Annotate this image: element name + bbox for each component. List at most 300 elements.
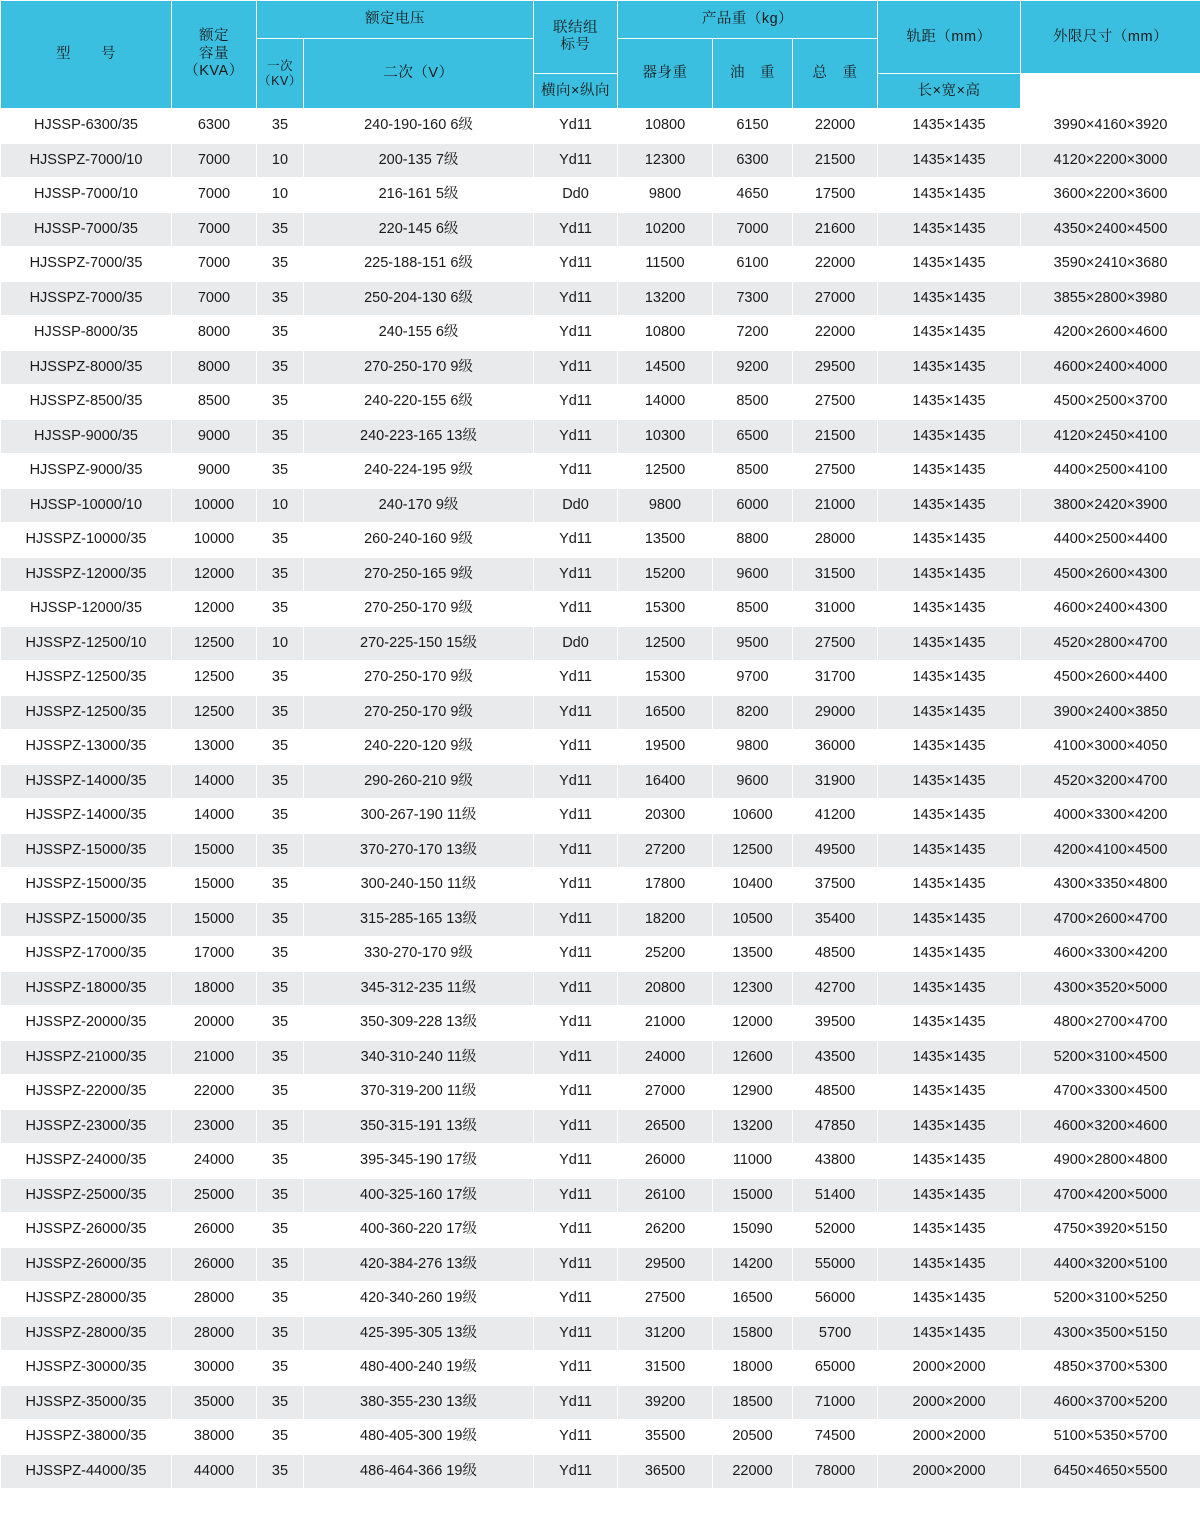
cell-connection-group: Yd11 — [534, 1144, 618, 1179]
cell-body-weight: 10800 — [618, 316, 713, 351]
cell-capacity: 28000 — [172, 1316, 257, 1351]
cell-overall-dimension: 4600×3200×4600 — [1021, 1109, 1200, 1144]
table-row — [1, 1247, 1200, 1282]
cell-body-weight: 39200 — [618, 1385, 713, 1420]
cell-overall-dimension: 3590×2410×3680 — [1021, 247, 1200, 282]
cell-rail-gauge: 1435×1435 — [878, 143, 1021, 178]
cell-total-weight: 31900 — [793, 764, 878, 799]
header-connection-group — [534, 1, 618, 74]
cell-primary-voltage: 35 — [257, 1454, 304, 1489]
cell-capacity: 7000 — [172, 143, 257, 178]
cell-primary-voltage: 35 — [257, 281, 304, 316]
cell-oil-weight: 12900 — [713, 1075, 793, 1110]
cell-capacity: 17000 — [172, 937, 257, 972]
cell-overall-dimension: 4300×3350×4800 — [1021, 868, 1200, 903]
cell-overall-dimension: 4200×4100×4500 — [1021, 833, 1200, 868]
cell-rail-gauge: 1435×1435 — [878, 1040, 1021, 1075]
table-row — [1, 1213, 1200, 1248]
cell-rail-gauge: 1435×1435 — [878, 937, 1021, 972]
cell-secondary-voltage: 420-384-276 13级 — [304, 1247, 534, 1282]
cell-rail-gauge: 1435×1435 — [878, 247, 1021, 282]
cell-connection-group: Yd11 — [534, 1385, 618, 1420]
header-primary-line1: 一次 — [266, 58, 293, 73]
cell-body-weight: 13200 — [618, 281, 713, 316]
cell-connection-group: Yd11 — [534, 109, 618, 144]
cell-primary-voltage: 10 — [257, 488, 304, 523]
cell-total-weight: 78000 — [793, 1454, 878, 1489]
table-row — [1, 695, 1200, 730]
cell-rail-gauge: 1435×1435 — [878, 316, 1021, 351]
cell-body-weight: 35500 — [618, 1420, 713, 1455]
cell-model: HJSSPZ-12500/10 — [1, 626, 172, 661]
cell-rail-gauge: 1435×1435 — [878, 1109, 1021, 1144]
cell-oil-weight: 7300 — [713, 281, 793, 316]
cell-connection-group: Yd11 — [534, 316, 618, 351]
cell-body-weight: 36500 — [618, 1454, 713, 1489]
cell-primary-voltage: 35 — [257, 1040, 304, 1075]
table-row — [1, 1454, 1200, 1489]
cell-body-weight: 15300 — [618, 592, 713, 627]
cell-oil-weight: 6300 — [713, 143, 793, 178]
cell-model: HJSSPZ-7000/10 — [1, 143, 172, 178]
cell-total-weight: 52000 — [793, 1213, 878, 1248]
cell-connection-group: Dd0 — [534, 178, 618, 213]
cell-total-weight: 29500 — [793, 350, 878, 385]
cell-body-weight: 16400 — [618, 764, 713, 799]
cell-overall-dimension: 4700×2600×4700 — [1021, 902, 1200, 937]
cell-body-weight: 17800 — [618, 868, 713, 903]
cell-oil-weight: 6100 — [713, 247, 793, 282]
cell-model: HJSSPZ-35000/35 — [1, 1385, 172, 1420]
cell-total-weight: 22000 — [793, 109, 878, 144]
cell-secondary-voltage: 270-250-170 9级 — [304, 592, 534, 627]
cell-connection-group: Yd11 — [534, 799, 618, 834]
cell-model: HJSSPZ-12500/35 — [1, 695, 172, 730]
cell-total-weight: 35400 — [793, 902, 878, 937]
header-total-weight: 总 重 — [793, 39, 878, 109]
cell-oil-weight: 18000 — [713, 1351, 793, 1386]
table-row — [1, 1040, 1200, 1075]
cell-oil-weight: 6500 — [713, 419, 793, 454]
cell-total-weight: 17500 — [793, 178, 878, 213]
cell-primary-voltage: 35 — [257, 1144, 304, 1179]
cell-model: HJSSPZ-8500/35 — [1, 385, 172, 420]
cell-model: HJSSPZ-28000/35 — [1, 1282, 172, 1317]
cell-total-weight: 27500 — [793, 626, 878, 661]
cell-oil-weight: 8500 — [713, 385, 793, 420]
table-row — [1, 1109, 1200, 1144]
cell-capacity: 20000 — [172, 1006, 257, 1041]
cell-oil-weight: 9600 — [713, 557, 793, 592]
header-body-weight: 器身重 — [618, 39, 713, 109]
cell-oil-weight: 9800 — [713, 730, 793, 765]
cell-primary-voltage: 35 — [257, 1316, 304, 1351]
cell-secondary-voltage: 300-267-190 11级 — [304, 799, 534, 834]
cell-secondary-voltage: 420-340-260 19级 — [304, 1282, 534, 1317]
cell-connection-group: Yd11 — [534, 695, 618, 730]
cell-rail-gauge: 1435×1435 — [878, 109, 1021, 144]
cell-capacity: 26000 — [172, 1213, 257, 1248]
table-row — [1, 971, 1200, 1006]
cell-rail-gauge: 2000×2000 — [878, 1351, 1021, 1386]
cell-model: HJSSPZ-21000/35 — [1, 1040, 172, 1075]
header-capacity-line1: 额定 — [199, 28, 229, 45]
cell-overall-dimension: 3600×2200×3600 — [1021, 178, 1200, 213]
cell-capacity: 8500 — [172, 385, 257, 420]
cell-secondary-voltage: 270-250-170 9级 — [304, 350, 534, 385]
cell-connection-group: Dd0 — [534, 626, 618, 661]
cell-body-weight: 16500 — [618, 695, 713, 730]
cell-rail-gauge: 1435×1435 — [878, 523, 1021, 558]
header-capacity — [172, 1, 257, 109]
cell-overall-dimension: 4600×3700×5200 — [1021, 1385, 1200, 1420]
cell-primary-voltage: 35 — [257, 419, 304, 454]
cell-body-weight: 15200 — [618, 557, 713, 592]
cell-connection-group: Yd11 — [534, 143, 618, 178]
cell-primary-voltage: 35 — [257, 212, 304, 247]
cell-primary-voltage: 35 — [257, 868, 304, 903]
cell-primary-voltage: 10 — [257, 143, 304, 178]
table-row — [1, 1006, 1200, 1041]
header-capacity-line2: 容量 — [199, 45, 229, 62]
cell-overall-dimension: 4000×3300×4200 — [1021, 799, 1200, 834]
cell-overall-dimension: 4850×3700×5300 — [1021, 1351, 1200, 1386]
cell-model: HJSSPZ-7000/35 — [1, 281, 172, 316]
cell-overall-dimension: 4200×2600×4600 — [1021, 316, 1200, 351]
cell-connection-group: Yd11 — [534, 247, 618, 282]
table-row — [1, 143, 1200, 178]
table-row — [1, 1420, 1200, 1455]
cell-body-weight: 14000 — [618, 385, 713, 420]
cell-overall-dimension: 3800×2420×3900 — [1021, 488, 1200, 523]
cell-total-weight: 65000 — [793, 1351, 878, 1386]
cell-primary-voltage: 35 — [257, 799, 304, 834]
table-row — [1, 454, 1200, 489]
cell-model: HJSSP-10000/10 — [1, 488, 172, 523]
cell-total-weight: 47850 — [793, 1109, 878, 1144]
cell-body-weight: 25200 — [618, 937, 713, 972]
cell-model: HJSSP-7000/10 — [1, 178, 172, 213]
cell-total-weight: 31700 — [793, 661, 878, 696]
cell-overall-dimension: 3900×2400×3850 — [1021, 695, 1200, 730]
cell-body-weight: 19500 — [618, 730, 713, 765]
cell-model: HJSSPZ-15000/35 — [1, 833, 172, 868]
cell-primary-voltage: 35 — [257, 730, 304, 765]
cell-capacity: 30000 — [172, 1351, 257, 1386]
cell-connection-group: Yd11 — [534, 764, 618, 799]
cell-overall-dimension: 3855×2800×3980 — [1021, 281, 1200, 316]
cell-capacity: 12500 — [172, 661, 257, 696]
header-secondary: 二次（V） — [304, 39, 534, 109]
cell-body-weight: 12500 — [618, 626, 713, 661]
cell-connection-group: Yd11 — [534, 281, 618, 316]
cell-body-weight: 24000 — [618, 1040, 713, 1075]
cell-secondary-voltage: 340-310-240 11级 — [304, 1040, 534, 1075]
cell-oil-weight: 15000 — [713, 1178, 793, 1213]
cell-connection-group: Yd11 — [534, 212, 618, 247]
cell-model: HJSSPZ-15000/35 — [1, 902, 172, 937]
cell-connection-group: Yd11 — [534, 1040, 618, 1075]
cell-secondary-voltage: 270-250-165 9级 — [304, 557, 534, 592]
cell-connection-group: Yd11 — [534, 523, 618, 558]
cell-primary-voltage: 35 — [257, 764, 304, 799]
cell-secondary-voltage: 300-240-150 11级 — [304, 868, 534, 903]
cell-rail-gauge: 1435×1435 — [878, 454, 1021, 489]
cell-overall-dimension: 6450×4650×5500 — [1021, 1454, 1200, 1489]
table-row — [1, 247, 1200, 282]
cell-rail-gauge: 1435×1435 — [878, 419, 1021, 454]
cell-connection-group: Yd11 — [534, 1282, 618, 1317]
cell-connection-group: Yd11 — [534, 1316, 618, 1351]
cell-model: HJSSPZ-28000/35 — [1, 1316, 172, 1351]
cell-total-weight: 29000 — [793, 695, 878, 730]
cell-capacity: 28000 — [172, 1282, 257, 1317]
cell-secondary-voltage: 270-225-150 15级 — [304, 626, 534, 661]
cell-primary-voltage: 35 — [257, 833, 304, 868]
cell-primary-voltage: 10 — [257, 178, 304, 213]
header-gauge: 轨距（mm） — [878, 1, 1021, 74]
cell-total-weight: 27000 — [793, 281, 878, 316]
cell-body-weight: 27000 — [618, 1075, 713, 1110]
cell-oil-weight: 13200 — [713, 1109, 793, 1144]
table-row — [1, 1144, 1200, 1179]
cell-total-weight: 31500 — [793, 557, 878, 592]
cell-capacity: 15000 — [172, 902, 257, 937]
cell-secondary-voltage: 240-190-160 6级 — [304, 109, 534, 144]
cell-rail-gauge: 1435×1435 — [878, 281, 1021, 316]
cell-total-weight: 37500 — [793, 868, 878, 903]
cell-body-weight: 26100 — [618, 1178, 713, 1213]
cell-model: HJSSPZ-9000/35 — [1, 454, 172, 489]
cell-body-weight: 31500 — [618, 1351, 713, 1386]
cell-overall-dimension: 4600×2400×4300 — [1021, 592, 1200, 627]
cell-oil-weight: 8500 — [713, 592, 793, 627]
cell-overall-dimension: 4400×2500×4100 — [1021, 454, 1200, 489]
cell-capacity: 9000 — [172, 454, 257, 489]
cell-capacity: 23000 — [172, 1109, 257, 1144]
cell-model: HJSSPZ-30000/35 — [1, 1351, 172, 1386]
header-connection-line1: 联结组 — [553, 19, 598, 36]
cell-primary-voltage: 35 — [257, 661, 304, 696]
cell-connection-group: Dd0 — [534, 488, 618, 523]
cell-body-weight: 18200 — [618, 902, 713, 937]
cell-secondary-voltage: 240-220-120 9级 — [304, 730, 534, 765]
cell-capacity: 15000 — [172, 868, 257, 903]
cell-total-weight: 21000 — [793, 488, 878, 523]
cell-model: HJSSPZ-14000/35 — [1, 799, 172, 834]
header-product-weight: 产品重（kg） — [618, 1, 878, 39]
header-model: 型 号 — [1, 1, 172, 109]
cell-capacity: 10000 — [172, 488, 257, 523]
cell-overall-dimension: 4120×2200×3000 — [1021, 143, 1200, 178]
cell-body-weight: 13500 — [618, 523, 713, 558]
cell-rail-gauge: 1435×1435 — [878, 385, 1021, 420]
cell-body-weight: 11500 — [618, 247, 713, 282]
cell-oil-weight: 4650 — [713, 178, 793, 213]
cell-total-weight: 21600 — [793, 212, 878, 247]
cell-model: HJSSPZ-12500/35 — [1, 661, 172, 696]
cell-capacity: 12500 — [172, 695, 257, 730]
cell-oil-weight: 10400 — [713, 868, 793, 903]
cell-total-weight: 56000 — [793, 1282, 878, 1317]
cell-capacity: 8000 — [172, 316, 257, 351]
cell-total-weight: 41200 — [793, 799, 878, 834]
cell-capacity: 18000 — [172, 971, 257, 1006]
cell-connection-group: Yd11 — [534, 868, 618, 903]
cell-body-weight: 26500 — [618, 1109, 713, 1144]
cell-rail-gauge: 1435×1435 — [878, 1213, 1021, 1248]
cell-secondary-voltage: 200-135 7级 — [304, 143, 534, 178]
cell-total-weight: 49500 — [793, 833, 878, 868]
cell-primary-voltage: 35 — [257, 557, 304, 592]
cell-connection-group: Yd11 — [534, 419, 618, 454]
cell-capacity: 7000 — [172, 281, 257, 316]
table-row — [1, 799, 1200, 834]
cell-model: HJSSPZ-18000/35 — [1, 971, 172, 1006]
cell-connection-group: Yd11 — [534, 833, 618, 868]
cell-capacity: 12000 — [172, 557, 257, 592]
cell-primary-voltage: 35 — [257, 1351, 304, 1386]
cell-connection-group: Yd11 — [534, 1420, 618, 1455]
cell-oil-weight: 12500 — [713, 833, 793, 868]
cell-connection-group: Yd11 — [534, 1454, 618, 1489]
cell-model: HJSSPZ-12000/35 — [1, 557, 172, 592]
cell-total-weight: 55000 — [793, 1247, 878, 1282]
cell-rail-gauge: 1435×1435 — [878, 902, 1021, 937]
cell-oil-weight: 13500 — [713, 937, 793, 972]
cell-primary-voltage: 35 — [257, 454, 304, 489]
cell-secondary-voltage: 380-355-230 13级 — [304, 1385, 534, 1420]
cell-oil-weight: 11000 — [713, 1144, 793, 1179]
cell-secondary-voltage: 260-240-160 9级 — [304, 523, 534, 558]
header-capacity-line3: （KVA） — [184, 63, 244, 80]
cell-total-weight: 27500 — [793, 385, 878, 420]
cell-connection-group: Yd11 — [534, 1178, 618, 1213]
cell-capacity: 15000 — [172, 833, 257, 868]
cell-total-weight: 28000 — [793, 523, 878, 558]
cell-secondary-voltage: 370-319-200 11级 — [304, 1075, 534, 1110]
cell-capacity: 26000 — [172, 1247, 257, 1282]
cell-primary-voltage: 35 — [257, 902, 304, 937]
table-row — [1, 109, 1200, 144]
cell-total-weight: 36000 — [793, 730, 878, 765]
cell-total-weight: 21500 — [793, 143, 878, 178]
cell-oil-weight: 10600 — [713, 799, 793, 834]
cell-rail-gauge: 1435×1435 — [878, 178, 1021, 213]
cell-rail-gauge: 1435×1435 — [878, 695, 1021, 730]
cell-oil-weight: 7200 — [713, 316, 793, 351]
cell-oil-weight: 12000 — [713, 1006, 793, 1041]
cell-capacity: 35000 — [172, 1385, 257, 1420]
cell-connection-group: Yd11 — [534, 350, 618, 385]
table-row — [1, 178, 1200, 213]
cell-overall-dimension: 4400×2500×4400 — [1021, 523, 1200, 558]
cell-body-weight: 21000 — [618, 1006, 713, 1041]
cell-body-weight: 9800 — [618, 488, 713, 523]
cell-connection-group: Yd11 — [534, 1006, 618, 1041]
cell-connection-group: Yd11 — [534, 1213, 618, 1248]
cell-secondary-voltage: 400-360-220 17级 — [304, 1213, 534, 1248]
cell-oil-weight: 9600 — [713, 764, 793, 799]
cell-oil-weight: 7000 — [713, 212, 793, 247]
cell-model: HJSSPZ-13000/35 — [1, 730, 172, 765]
cell-overall-dimension: 4520×3200×4700 — [1021, 764, 1200, 799]
cell-primary-voltage: 35 — [257, 1109, 304, 1144]
cell-overall-dimension: 4350×2400×4500 — [1021, 212, 1200, 247]
cell-rail-gauge: 1435×1435 — [878, 764, 1021, 799]
cell-primary-voltage: 35 — [257, 971, 304, 1006]
cell-rail-gauge: 1435×1435 — [878, 488, 1021, 523]
table-row — [1, 730, 1200, 765]
cell-rail-gauge: 1435×1435 — [878, 212, 1021, 247]
cell-connection-group: Yd11 — [534, 454, 618, 489]
cell-secondary-voltage: 220-145 6级 — [304, 212, 534, 247]
cell-rail-gauge: 1435×1435 — [878, 1006, 1021, 1041]
cell-secondary-voltage: 270-250-170 9级 — [304, 695, 534, 730]
cell-secondary-voltage: 400-325-160 17级 — [304, 1178, 534, 1213]
cell-capacity: 24000 — [172, 1144, 257, 1179]
cell-primary-voltage: 10 — [257, 626, 304, 661]
table-row — [1, 385, 1200, 420]
cell-secondary-voltage: 350-315-191 13级 — [304, 1109, 534, 1144]
cell-connection-group: Yd11 — [534, 937, 618, 972]
table-row — [1, 868, 1200, 903]
table-row — [1, 1316, 1200, 1351]
cell-overall-dimension: 4700×3300×4500 — [1021, 1075, 1200, 1110]
cell-body-weight: 20300 — [618, 799, 713, 834]
table-row — [1, 1075, 1200, 1110]
table-row — [1, 833, 1200, 868]
cell-body-weight: 15300 — [618, 661, 713, 696]
cell-total-weight: 48500 — [793, 1075, 878, 1110]
cell-total-weight: 71000 — [793, 1385, 878, 1420]
cell-secondary-voltage: 480-400-240 19级 — [304, 1351, 534, 1386]
cell-connection-group: Yd11 — [534, 730, 618, 765]
cell-model: HJSSPZ-14000/35 — [1, 764, 172, 799]
cell-oil-weight: 9500 — [713, 626, 793, 661]
cell-total-weight: 27500 — [793, 454, 878, 489]
table-row — [1, 626, 1200, 661]
cell-connection-group: Yd11 — [534, 971, 618, 1006]
header-dimension-sub: 长×宽×高 — [878, 74, 1021, 109]
cell-secondary-voltage: 240-170 9级 — [304, 488, 534, 523]
table-row — [1, 592, 1200, 627]
cell-rail-gauge: 1435×1435 — [878, 730, 1021, 765]
cell-total-weight: 5700 — [793, 1316, 878, 1351]
cell-secondary-voltage: 395-345-190 17级 — [304, 1144, 534, 1179]
header-oil-weight: 油 重 — [713, 39, 793, 109]
cell-connection-group: Yd11 — [534, 1075, 618, 1110]
cell-overall-dimension: 4520×2800×4700 — [1021, 626, 1200, 661]
header-rated-voltage: 额定电压 — [257, 1, 534, 39]
cell-oil-weight: 15800 — [713, 1316, 793, 1351]
cell-oil-weight: 14200 — [713, 1247, 793, 1282]
cell-capacity: 21000 — [172, 1040, 257, 1075]
cell-model: HJSSP-8000/35 — [1, 316, 172, 351]
cell-model: HJSSP-7000/35 — [1, 212, 172, 247]
cell-oil-weight: 12300 — [713, 971, 793, 1006]
table-row — [1, 523, 1200, 558]
cell-model: HJSSPZ-17000/35 — [1, 937, 172, 972]
table-header — [1, 1, 1200, 109]
cell-secondary-voltage: 250-204-130 6级 — [304, 281, 534, 316]
cell-secondary-voltage: 270-250-170 9级 — [304, 661, 534, 696]
cell-oil-weight: 9700 — [713, 661, 793, 696]
cell-primary-voltage: 35 — [257, 109, 304, 144]
cell-model: HJSSPZ-44000/35 — [1, 1454, 172, 1489]
cell-overall-dimension: 4700×4200×5000 — [1021, 1178, 1200, 1213]
cell-secondary-voltage: 225-188-151 6级 — [304, 247, 534, 282]
